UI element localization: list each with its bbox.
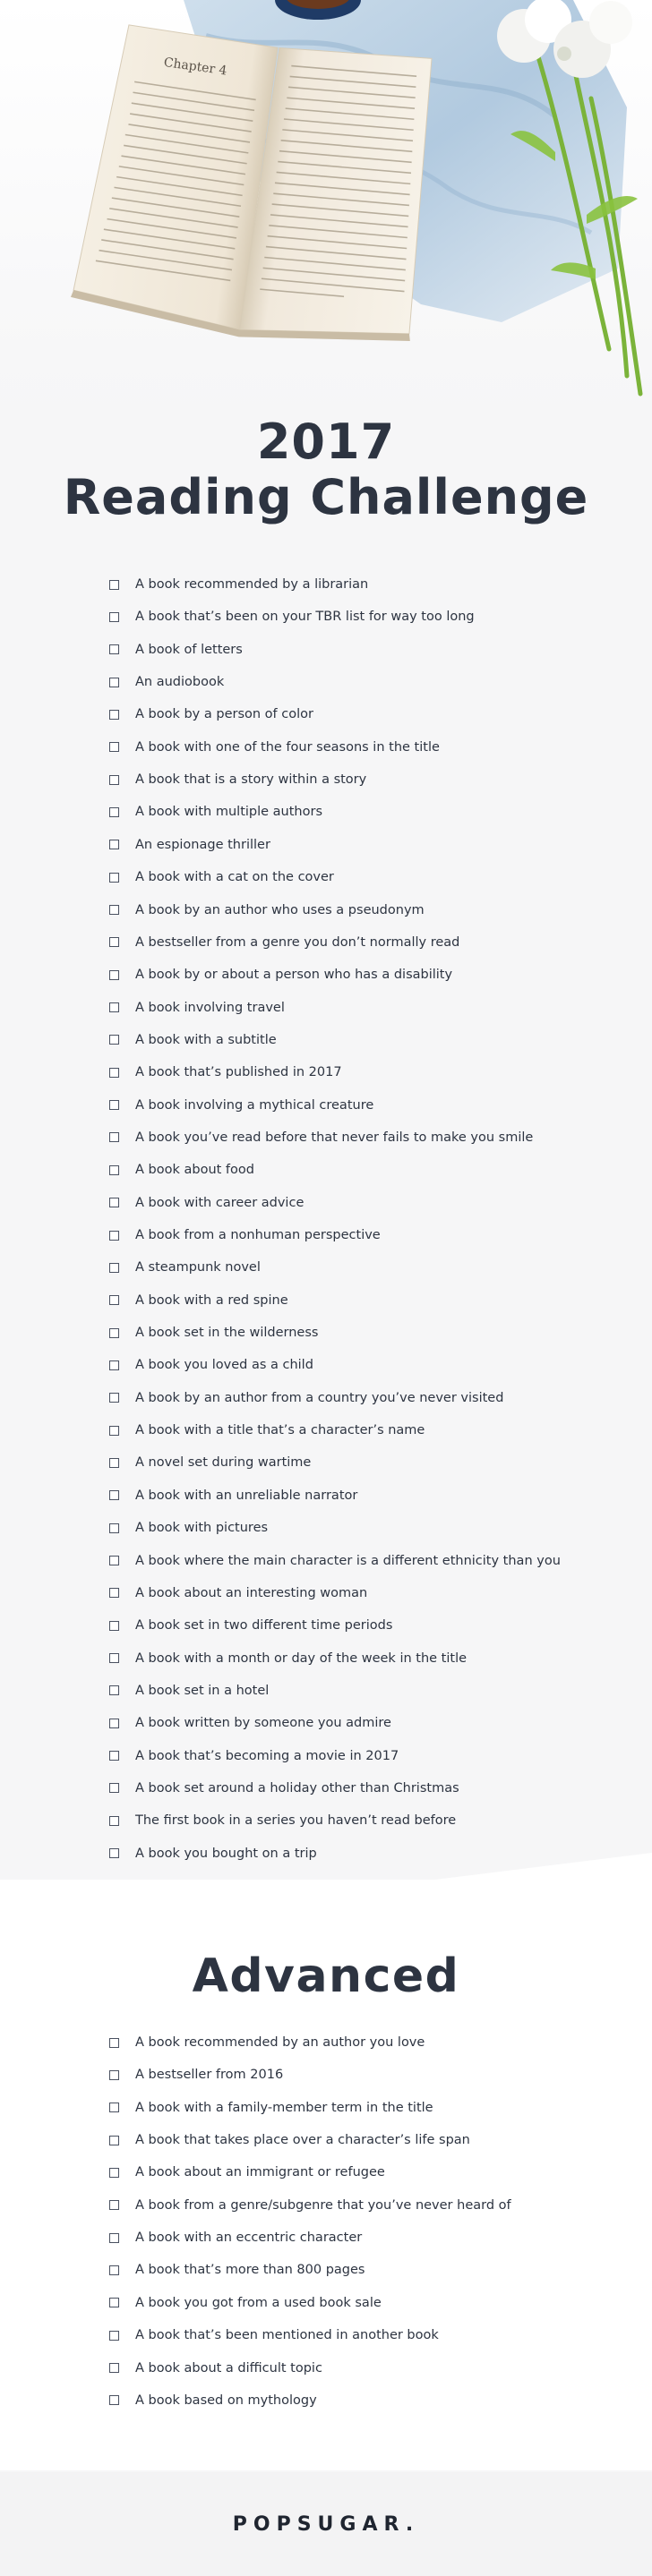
challenge-item[interactable] (109, 1517, 268, 1539)
challenge-item-label: A book with multiple authors (135, 805, 323, 820)
challenge-item-label: A book about food (135, 1163, 254, 1178)
checkbox[interactable] (109, 2265, 119, 2275)
checkbox[interactable] (109, 1685, 119, 1695)
checkbox[interactable] (109, 1328, 119, 1338)
checkbox[interactable] (109, 2233, 119, 2243)
challenge-item-label: A book with pictures (135, 1521, 269, 1536)
challenge-item[interactable] (109, 704, 313, 725)
checkbox[interactable] (109, 1263, 119, 1273)
checkbox[interactable] (109, 2070, 119, 2080)
challenge-item-label: A book you loved as a child (135, 1358, 313, 1373)
checkbox[interactable] (109, 1198, 119, 1207)
challenge-item[interactable] (109, 1029, 277, 1051)
challenge-item-label: A book by or about a person who has a disability (135, 968, 453, 983)
challenge-item-label: A book set in the wilderness (135, 1326, 319, 1341)
challenge-item-label: A book with a red spine (135, 1292, 288, 1308)
checkbox[interactable] (109, 807, 119, 817)
advanced-item-label: A book with an eccentric character (135, 2231, 363, 2246)
challenge-item[interactable] (109, 1095, 373, 1116)
book-page-heading: Chapter 4 (162, 55, 228, 79)
challenge-item[interactable] (109, 1778, 459, 1799)
challenge-item-label: A book of letters (135, 642, 243, 657)
challenge-item[interactable] (109, 1224, 381, 1246)
advanced-item-label: A book you got from a used book sale (135, 2295, 382, 2310)
challenge-item[interactable] (109, 1712, 391, 1734)
challenge-item-label: A novel set during wartime (135, 1455, 312, 1471)
page-title: Reading Challenge (63, 469, 589, 525)
challenge-item[interactable] (109, 1615, 392, 1636)
advanced-item-label: A book recommended by an author you love (135, 2035, 425, 2050)
advanced-item[interactable] (109, 2292, 382, 2314)
checkbox[interactable] (109, 2136, 119, 2145)
challenge-item[interactable] (109, 671, 224, 693)
challenge-item-label: A book you’ve read before that never fails to make you smile (135, 1130, 534, 1145)
checkbox[interactable] (109, 1100, 119, 1110)
challenge-item-label: A book recommended by a librarian (135, 577, 369, 592)
advanced-item[interactable] (109, 2324, 439, 2346)
checkbox[interactable] (109, 1816, 119, 1826)
checkbox[interactable] (109, 840, 119, 849)
advanced-item-label: A book with a family-member term in the title (135, 2100, 433, 2115)
challenge-item[interactable] (109, 737, 440, 758)
challenge-item-label: An espionage thriller (135, 837, 270, 852)
challenge-item-label: A book from a nonhuman perspective (135, 1228, 381, 1242)
checkbox[interactable] (109, 937, 119, 947)
advanced-title: Advanced (192, 1949, 460, 2003)
checkbox[interactable] (109, 2168, 119, 2178)
advanced-item-label: A book that’s more than 800 pages (135, 2263, 365, 2278)
challenge-item-label: A book about an interesting woman (135, 1585, 368, 1600)
challenge-item-label: A book with a subtitle (135, 1032, 277, 1047)
challenge-item[interactable] (109, 1257, 261, 1278)
advanced-item[interactable] (109, 2195, 511, 2216)
challenge-item[interactable] (109, 1062, 342, 1083)
challenge-item[interactable] (109, 1159, 254, 1181)
challenge-item[interactable] (109, 801, 322, 823)
checkbox[interactable] (109, 1523, 119, 1533)
challenge-item[interactable] (109, 1648, 467, 1669)
checkbox[interactable] (109, 775, 119, 785)
challenge-item-label: A book by a person of color (135, 707, 313, 722)
checkbox[interactable] (109, 678, 119, 687)
advanced-item[interactable] (109, 2390, 317, 2411)
checkbox[interactable] (109, 1002, 119, 1012)
challenge-item-label: A book involving a mythical creature (135, 1097, 374, 1113)
challenge-item-label: A book with a title that’s a character’s name (135, 1423, 425, 1438)
challenge-item[interactable] (109, 997, 285, 1019)
challenge-item[interactable] (109, 866, 334, 888)
checkbox[interactable] (109, 1295, 119, 1305)
challenge-item[interactable] (109, 932, 459, 953)
challenge-item[interactable] (109, 1810, 456, 1831)
checkbox[interactable] (109, 905, 119, 915)
checkbox[interactable] (109, 580, 119, 590)
checkbox[interactable] (109, 644, 119, 654)
challenge-item[interactable] (109, 1290, 288, 1311)
advanced-item[interactable] (109, 2097, 433, 2119)
challenge-item-label: A book by an author who uses a pseudonym (135, 902, 425, 917)
checkbox[interactable] (109, 1231, 119, 1241)
challenge-item-label: A book that is a story within a story (135, 772, 367, 788)
challenge-item-label: A book that’s becoming a movie in 2017 (135, 1748, 399, 1763)
checkbox[interactable] (109, 1035, 119, 1045)
checkbox[interactable] (109, 1165, 119, 1175)
advanced-item-label: A book from a genre/subgenre that you’ve never heard of (135, 2197, 511, 2213)
brand-logo: POPSUGAR. (232, 2512, 420, 2536)
checkbox[interactable] (109, 1588, 119, 1598)
checkbox[interactable] (109, 1556, 119, 1565)
open-book (68, 13, 449, 361)
challenge-item[interactable] (109, 606, 475, 627)
challenge-item[interactable] (109, 1420, 425, 1441)
checkbox[interactable] (109, 2363, 119, 2373)
challenge-item[interactable] (109, 1387, 503, 1409)
advanced-item-label: A book about an immigrant or refugee (135, 2165, 385, 2180)
challenge-item-label: A book with career advice (135, 1195, 305, 1210)
advanced-item[interactable] (109, 2129, 470, 2151)
checkbox[interactable] (109, 1458, 119, 1468)
challenge-item-label: A book with one of the four seasons in the title (135, 739, 440, 755)
challenge-item-label: A book set in two different time periods (135, 1618, 393, 1633)
advanced-item[interactable] (109, 2064, 283, 2086)
checkbox[interactable] (109, 1361, 119, 1370)
checkbox[interactable] (109, 1393, 119, 1403)
page-year: 2017 (256, 414, 396, 470)
challenge-item[interactable] (109, 900, 425, 921)
advanced-item-label: A book based on mythology (135, 2393, 317, 2408)
challenge-item[interactable] (109, 1582, 367, 1604)
advanced-item[interactable] (109, 2032, 425, 2053)
challenge-item[interactable] (109, 1127, 533, 1148)
checkbox[interactable] (109, 1426, 119, 1436)
hero-image (0, 0, 652, 421)
challenge-item-label: A book set in a hotel (135, 1683, 270, 1698)
checkbox[interactable] (109, 1621, 119, 1631)
checkbox[interactable] (109, 1068, 119, 1078)
book-photo (0, 0, 652, 421)
challenge-item-label: A book that’s been on your TBR list for way too long (135, 610, 475, 625)
checkbox[interactable] (109, 1132, 119, 1142)
challenge-item[interactable] (109, 1354, 313, 1376)
checkbox[interactable] (109, 970, 119, 980)
advanced-item-label: A book that takes place over a character’s life span (135, 2133, 470, 2148)
challenge-item[interactable] (109, 1745, 399, 1767)
challenge-item-label: A book with an unreliable narrator (135, 1488, 358, 1503)
challenge-item-label: The first book in a series you haven’t read before (135, 1813, 457, 1829)
footer (0, 2472, 652, 2576)
challenge-item[interactable] (109, 964, 452, 985)
checkbox[interactable] (109, 873, 119, 883)
advanced-item[interactable] (109, 2358, 322, 2379)
challenge-item-label: A bestseller from a genre you don’t normally read (135, 934, 460, 950)
checkbox[interactable] (109, 710, 119, 720)
challenge-item-label: A book with a month or day of the week in the title (135, 1651, 468, 1666)
challenge-item[interactable] (109, 769, 366, 790)
section-divider (0, 1853, 652, 1933)
checkbox[interactable] (109, 1653, 119, 1663)
checkbox[interactable] (109, 2038, 119, 2048)
challenge-item[interactable] (109, 1550, 561, 1572)
checkbox[interactable] (109, 1783, 119, 1793)
challenge-item-label: A book written by someone you admire (135, 1716, 391, 1731)
challenge-item[interactable] (109, 1322, 318, 1343)
checkbox[interactable] (109, 2200, 119, 2210)
checkbox[interactable] (109, 1490, 119, 1500)
challenge-item-label: A book involving travel (135, 1000, 285, 1015)
challenge-item-label: A book that’s published in 2017 (135, 1065, 342, 1080)
challenge-item-label: An audiobook (135, 675, 225, 690)
challenge-item[interactable] (109, 834, 270, 856)
checkbox[interactable] (109, 2103, 119, 2112)
checkbox[interactable] (109, 742, 119, 752)
challenge-item-label: A steampunk novel (135, 1260, 261, 1275)
advanced-item[interactable] (109, 2227, 362, 2248)
checkbox[interactable] (109, 612, 119, 622)
checkbox[interactable] (109, 2298, 119, 2307)
challenge-item[interactable] (109, 1680, 269, 1702)
challenge-item-label: A book with a cat on the cover (135, 870, 334, 885)
checkbox[interactable] (109, 1719, 119, 1728)
challenge-item-label: A book where the main character is a different ethnicity than you (135, 1553, 561, 1568)
advanced-item[interactable] (109, 2162, 385, 2183)
challenge-item-label: A book you bought on a trip (135, 1846, 317, 1861)
advanced-item-label: A book about a difficult topic (135, 2360, 322, 2376)
challenge-item[interactable] (109, 1192, 304, 1214)
checkbox[interactable] (109, 2395, 119, 2405)
checkbox[interactable] (109, 2331, 119, 2341)
challenge-item[interactable] (109, 1452, 311, 1473)
advanced-item[interactable] (109, 2259, 365, 2281)
challenge-item-label: A book set around a holiday other than Christmas (135, 1780, 459, 1796)
challenge-item[interactable] (109, 639, 243, 661)
challenge-item[interactable] (109, 574, 368, 595)
challenge-item[interactable] (109, 1485, 357, 1506)
advanced-item-label: A bestseller from 2016 (135, 2068, 284, 2083)
advanced-item-label: A book that’s been mentioned in another book (135, 2328, 439, 2343)
challenge-item-label: A book by an author from a country you’ve never visited (135, 1390, 504, 1405)
checkbox[interactable] (109, 1751, 119, 1761)
